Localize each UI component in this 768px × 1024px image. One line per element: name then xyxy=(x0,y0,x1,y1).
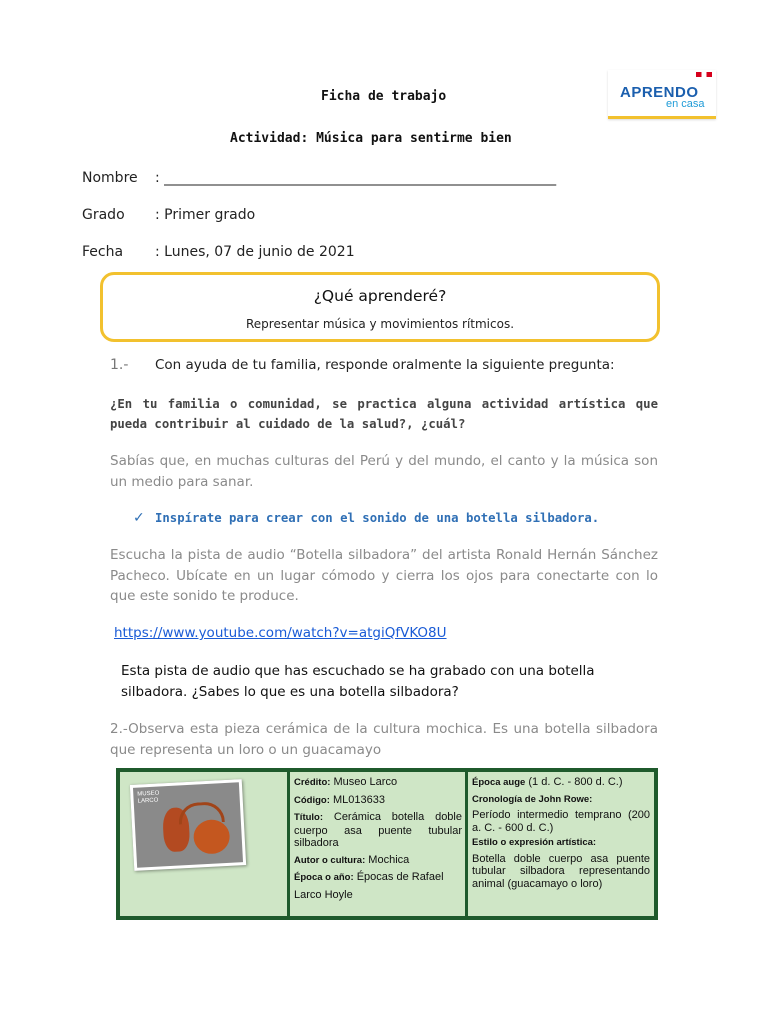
learn-heading: ¿Qué aprenderé? xyxy=(313,287,447,305)
grade-value: : Primer grado xyxy=(155,207,256,223)
q1-recorded: Esta pista de audio que has escuchado se ha grabado con una botella silbadora. ¿Sabes lo que es una botella silbadora? xyxy=(121,663,595,700)
learn-box xyxy=(100,272,660,342)
bottle-body-icon xyxy=(193,819,231,855)
q1-instruction: Con ayuda de tu familia, responde oralmente la siguiente pregunta: xyxy=(155,357,615,373)
style-label: Estilo o expresión artística: xyxy=(472,837,597,848)
q2-text: 2.-Observa esta pieza cerámica de la cultura mochica. Es una botella silbadora que representa un loro o un guacamayo xyxy=(110,721,658,758)
museum-info-table xyxy=(116,768,658,920)
page-title: Ficha de trabajo xyxy=(321,89,447,104)
details-cell xyxy=(290,772,465,916)
chronology-cell xyxy=(468,772,654,916)
peak-label: Época auge xyxy=(472,777,526,788)
activity-title: Actividad: Música para sentirme bien xyxy=(230,131,512,146)
check-icon: ✓ xyxy=(133,510,145,526)
q1-listen: Escucha la pista de audio “Botella silbadora” del artista Ronald Hernán Sánchez Pacheco. Ubícate en un lugar cómodo y cierra los ojos para conectarte con lo que este sonido te produce. xyxy=(110,547,658,604)
rowe-value: Período intermedio temprano (200 a. C. - 600 d. C.) xyxy=(472,809,650,834)
youtube-link[interactable]: https://www.youtube.com/watch?v=atgiQfVKO8U xyxy=(114,625,447,641)
author-value: Mochica xyxy=(365,853,410,866)
credit-value: Museo Larco xyxy=(330,776,398,788)
author-label: Autor o cultura: xyxy=(294,854,366,866)
photo-cell xyxy=(120,772,287,916)
q1-fact: Sabías que, en muchas culturas del Perú y del mundo, el canto y la música son un medio para sanar. xyxy=(110,453,658,490)
title-value: Cerámica botella doble cuerpo asa puente tubular silbadora xyxy=(294,811,462,849)
photo-label: MUSEO LARCO xyxy=(137,790,160,805)
aprendo-en-casa-logo xyxy=(608,70,716,119)
epoch-label: Época o año: xyxy=(294,872,354,883)
logo-main-text: APRENDO xyxy=(620,84,699,101)
rowe-label: Cronología de John Rowe: xyxy=(472,793,593,805)
learn-text: Representar música y movimientos rítmicos. xyxy=(245,317,515,331)
q1-check-text: Inspírate para crear con el sonido de una botella silbadora. xyxy=(155,511,600,525)
q1-question: ¿En tu familia o comunidad, se practica alguna actividad artística que pueda contribuir al cuidado de la salud?, ¿cuál? xyxy=(110,397,658,431)
logo-sub-text: en casa xyxy=(666,98,705,110)
credit-label: Crédito: xyxy=(294,777,331,788)
bottle-handle-icon xyxy=(178,801,225,824)
code-label: Código: xyxy=(294,794,330,806)
date-label: Fecha xyxy=(82,244,124,260)
title-label: Título: xyxy=(294,812,324,823)
name-value: : ________________________________________________________ xyxy=(155,170,557,186)
logo-flag-icon xyxy=(696,72,712,77)
code-value: ML013633 xyxy=(329,793,385,806)
style-value: Botella doble cuerpo asa puente tubular silbadora representando animal (guacamayo o loro) xyxy=(472,852,650,890)
grade-label: Grado xyxy=(82,207,125,223)
ceramic-photo xyxy=(130,779,246,871)
name-label: Nombre xyxy=(82,170,138,186)
epoch-value: Épocas de Rafael xyxy=(353,871,444,883)
epoch-value-2: Larco Hoyle xyxy=(294,888,353,901)
peak-value: (1 d. C. - 800 d. C.) xyxy=(525,776,623,788)
q1-number: 1.- xyxy=(110,357,129,373)
date-value: : Lunes, 07 de junio de 2021 xyxy=(155,244,355,260)
